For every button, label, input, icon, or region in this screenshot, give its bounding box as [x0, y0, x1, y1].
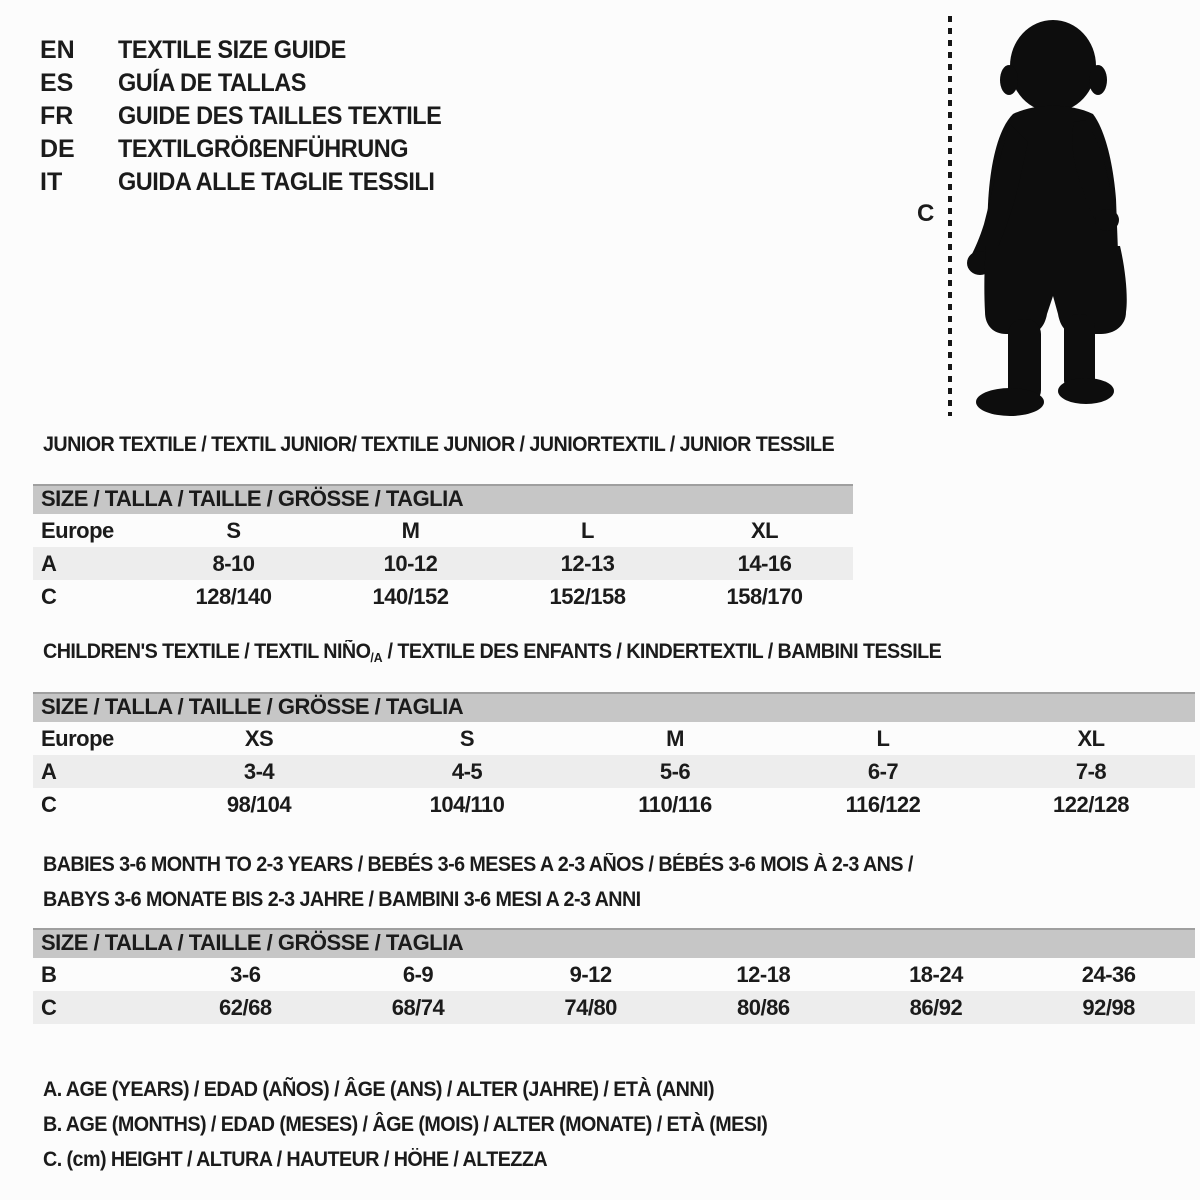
legend-line-a: A. AGE (YEARS) / EDAD (AÑOS) / ÂGE (ANS) / ALTER (JAHRE) / ETÀ (ANNI) [43, 1078, 714, 1101]
table-row-age [33, 547, 853, 580]
size-value: 6-9 [402, 961, 434, 987]
junior-size-table [33, 484, 853, 613]
size-value: 6-7 [779, 755, 987, 788]
height-measure-label: C [917, 200, 935, 227]
size-value: 7-8 [987, 755, 1195, 788]
language-row-de [40, 133, 462, 166]
row-label: A [33, 755, 155, 788]
size-value: 9-12 [569, 961, 612, 987]
language-row-it [40, 166, 462, 199]
language-label: GUIDA ALLE TAGLIE TESSILI [118, 168, 435, 196]
size-value: L [581, 517, 594, 543]
legend [43, 1072, 814, 1177]
size-value: 86/92 [850, 991, 1023, 1024]
size-value: 18-24 [909, 961, 963, 987]
size-value: 5-6 [571, 755, 779, 788]
height-measure-dashed-line [948, 16, 952, 416]
table-header-row [33, 692, 1195, 722]
language-label: TEXTILGRÖßENFÜHRUNG [118, 135, 409, 163]
language-code: EN [40, 36, 75, 64]
language-row-en [40, 34, 462, 67]
size-value: 158/170 [726, 583, 803, 609]
babies-title-line1: BABIES 3-6 MONTH TO 2-3 YEARS / BEBÉS 3-6 MESES A 2-3 AÑOS / BÉBÉS 3-6 MOIS À 2-3 ANS / [43, 853, 913, 876]
size-value: 122/128 [1052, 791, 1130, 817]
table-row-height [33, 788, 1195, 821]
size-value: XL [750, 517, 779, 543]
size-value: 116/122 [845, 791, 921, 817]
language-label: TEXTILE SIZE GUIDE [118, 36, 346, 64]
size-value: 24-36 [1081, 961, 1136, 987]
language-row-es [40, 67, 462, 100]
size-value: 3-6 [230, 961, 261, 987]
size-value: 12-13 [499, 547, 676, 580]
language-row-fr [40, 100, 462, 133]
size-value: L [876, 725, 890, 751]
table-row-age [33, 755, 1195, 788]
row-label: B [41, 961, 57, 987]
babies-size-table [33, 928, 1195, 1024]
size-value: 104/110 [429, 791, 505, 817]
height-measure-figure [890, 0, 1200, 430]
size-value: 8-10 [145, 547, 322, 580]
babies-title-line2: BABYS 3-6 MONATE BIS 2-3 JAHRE / BAMBINI 3-6 MESI A 2-3 ANNI [43, 888, 641, 911]
children-size-table [33, 692, 1195, 821]
size-value: 128/140 [195, 583, 272, 609]
size-value: S [459, 725, 475, 751]
baby-silhouette-icon [958, 14, 1144, 418]
size-value: 140/152 [372, 583, 449, 609]
babies-section-title [43, 847, 913, 917]
size-value: 4-5 [363, 755, 571, 788]
language-code: FR [40, 102, 74, 130]
size-header-band: SIZE / TALLA / TAILLE / GRÖSSE / TAGLIA [33, 692, 1195, 722]
table-row-europe [33, 514, 853, 547]
table-header-row [33, 484, 853, 514]
row-label: A [33, 547, 145, 580]
row-label: C [33, 991, 159, 1024]
row-label: Europe [41, 725, 114, 751]
table-header-row [33, 928, 1195, 958]
table-row-height [33, 580, 853, 613]
table-row-europe [33, 722, 1195, 755]
language-code: DE [40, 135, 75, 163]
size-value: 152/158 [549, 583, 626, 609]
legend-line-c: C. (cm) HEIGHT / ALTURA / HAUTEUR / HÖHE / ALTEZZA [43, 1148, 548, 1171]
size-value: 92/98 [1022, 991, 1195, 1024]
language-code: ES [40, 69, 74, 97]
language-list [40, 34, 462, 199]
language-label: GUÍA DE TALLAS [118, 69, 306, 97]
size-value: XL [1077, 725, 1105, 751]
row-label: C [41, 791, 57, 817]
children-title-post: / TEXTILE DES ENFANTS / KINDERTEXTIL / BAMBINI TESSILE [382, 640, 942, 663]
size-header-band: SIZE / TALLA / TAILLE / GRÖSSE / TAGLIA [33, 484, 853, 514]
size-value: 68/74 [332, 991, 505, 1024]
junior-section-title: JUNIOR TEXTILE / TEXTIL JUNIOR/ TEXTILE JUNIOR / JUNIORTEXTIL / JUNIOR TESSILE [43, 433, 835, 456]
size-value: M [666, 725, 684, 751]
row-label: C [41, 583, 57, 609]
legend-line-b: B. AGE (MONTHS) / EDAD (MESES) / ÂGE (MOIS) / ALTER (MONATE) / ETÀ (MESI) [43, 1113, 768, 1136]
size-value: 10-12 [322, 547, 499, 580]
table-row-height [33, 991, 1195, 1024]
children-title-subscript: /A [370, 650, 383, 665]
language-code: IT [40, 168, 63, 196]
language-label: GUIDE DES TAILLES TEXTILE [118, 102, 442, 130]
size-value: 3-4 [155, 755, 363, 788]
size-value: S [226, 517, 241, 543]
size-value: 80/86 [677, 991, 850, 1024]
children-title-pre: CHILDREN'S TEXTILE / TEXTIL NIÑO [43, 640, 371, 663]
size-value: 62/68 [159, 991, 332, 1024]
baby-silhouette-shapes [967, 20, 1127, 416]
size-value: 74/80 [504, 991, 677, 1024]
size-value: 14-16 [676, 547, 853, 580]
table-row-months [33, 958, 1195, 991]
size-value: M [401, 517, 420, 543]
size-value: 12-18 [736, 961, 791, 987]
size-value: 110/116 [638, 791, 712, 817]
size-value: 98/104 [226, 791, 292, 817]
size-header-band: SIZE / TALLA / TAILLE / GRÖSSE / TAGLIA [33, 928, 1195, 958]
children-section-title [43, 640, 941, 664]
row-label: Europe [41, 517, 114, 543]
size-value: XS [244, 725, 274, 751]
